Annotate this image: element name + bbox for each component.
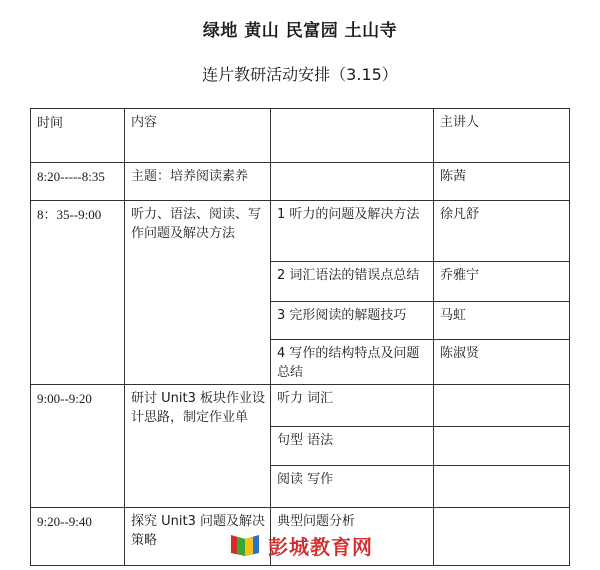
- cell-time: 8：35--9:00: [31, 201, 125, 385]
- cell-speaker: [434, 466, 570, 508]
- cell-content: 主题：培养阅读素养: [125, 163, 271, 201]
- table-header-row: [31, 109, 570, 163]
- cell-speaker: 陈淑贤: [434, 340, 570, 385]
- watermark-logo: [228, 532, 373, 558]
- header-topic: [271, 109, 434, 163]
- table-row: [31, 201, 570, 262]
- book-icon: [228, 533, 262, 557]
- cell-topic: 句型 语法: [271, 427, 434, 466]
- cell-topic: 3 完形阅读的解题技巧: [271, 302, 434, 340]
- table-row: [31, 385, 570, 427]
- table-row: [31, 163, 570, 201]
- cell-time: 9:20--9:40: [31, 508, 125, 566]
- header-content: 内容: [125, 109, 271, 163]
- cell-content: 探究 Unit3 问题及解决策略: [125, 508, 271, 566]
- page-subtitle: 连片教研活动安排（3.15）: [202, 65, 398, 84]
- cell-content: 研讨 Unit3 板块作业设计思路，制定作业单: [125, 385, 271, 508]
- cell-speaker: [434, 508, 570, 566]
- cell-speaker: 乔雅宁: [434, 262, 570, 302]
- schedule-table: [30, 108, 570, 566]
- cell-speaker: [434, 385, 570, 427]
- header-speaker: 主讲人: [434, 109, 570, 163]
- cell-topic: 听力 词汇: [271, 385, 434, 427]
- cell-topic: 2 词汇语法的错误点总结: [271, 262, 434, 302]
- cell-speaker: [434, 427, 570, 466]
- cell-time: 9:00--9:20: [31, 385, 125, 508]
- header-time: 时间: [31, 109, 125, 163]
- cell-topic: [271, 163, 434, 201]
- cell-speaker: 马虹: [434, 302, 570, 340]
- page-title: 绿地 黄山 民富园 土山寺: [202, 21, 398, 41]
- cell-content: 听力、语法、阅读、写作问题及解决方法: [125, 201, 271, 385]
- watermark-text: 彭城教育网: [268, 534, 373, 559]
- cell-topic: 1 听力的问题及解决方法: [271, 201, 434, 262]
- cell-time: 8:20-----8:35: [31, 163, 125, 201]
- cell-topic: 典型问题分析: [271, 508, 434, 566]
- cell-speaker: 徐凡舒: [434, 201, 570, 262]
- cell-topic: 阅读 写作: [271, 466, 434, 508]
- cell-topic: 4 写作的结构特点及问题总结: [271, 340, 434, 385]
- cell-speaker: 陈茜: [434, 163, 570, 201]
